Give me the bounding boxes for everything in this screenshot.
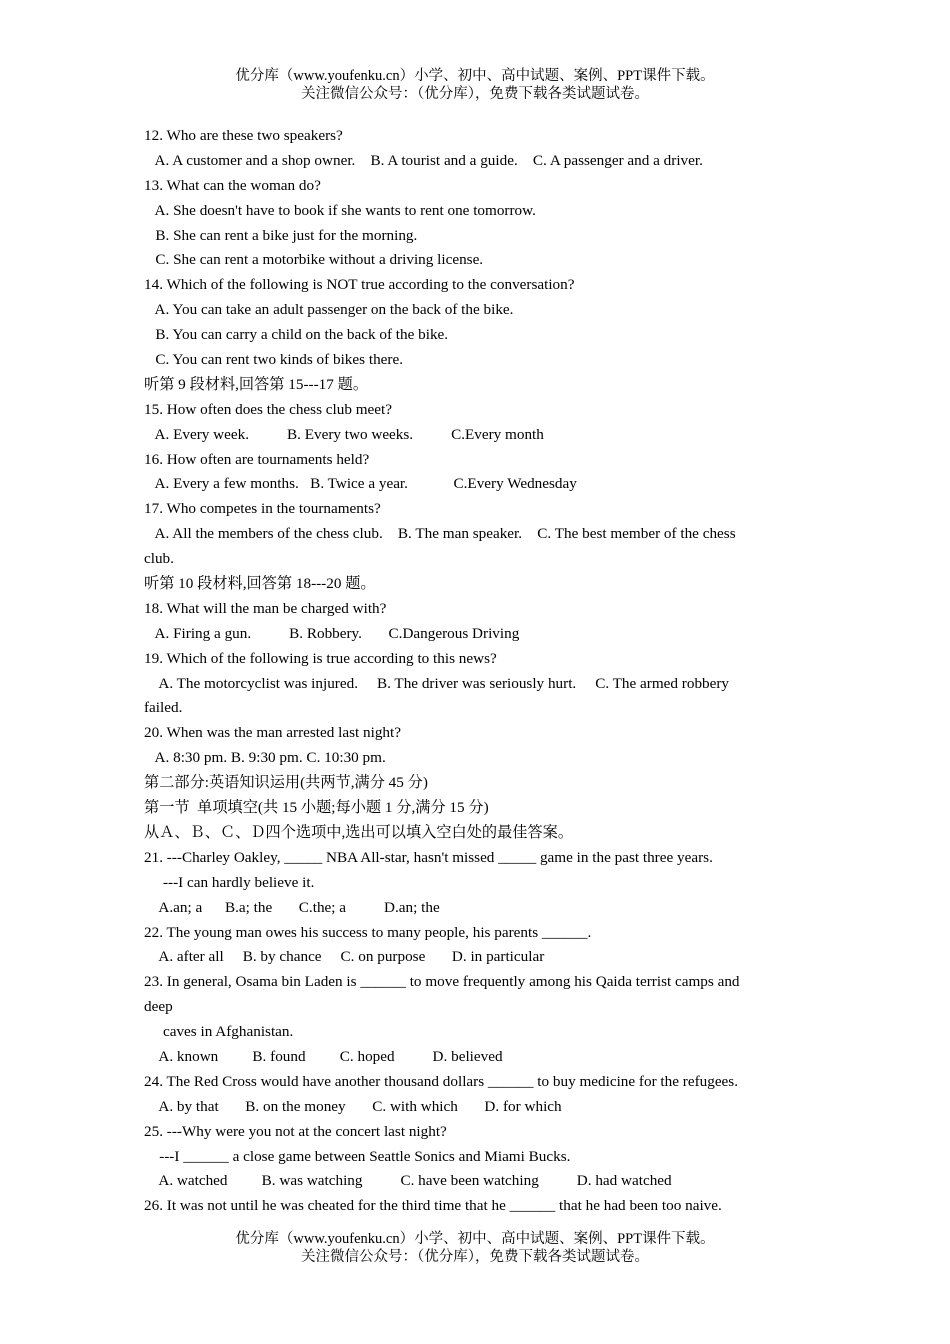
text-line: A. known B. found C. hoped D. believed <box>144 1047 503 1065</box>
text-line: C. She can rent a motorbike without a driving license. <box>144 251 484 269</box>
text-line: A. She doesn't have to book if she wants to rent one tomorrow. <box>144 201 536 219</box>
document-body <box>144 124 806 1219</box>
text-line: A. Every week. B. Every two weeks. C.Every month <box>144 425 544 443</box>
text-line: A.an; a B.a; the C.the; a D.an; the <box>144 898 440 916</box>
text-line: caves in Afghanistan. <box>144 1023 294 1041</box>
text-line: 第二部分:英语知识运用(共两节,满分 45 分) <box>144 774 428 792</box>
text-line: 12. Who are these two speakers? <box>144 127 343 144</box>
text-line: A. The motorcyclist was injured. B. The driver was seriously hurt. C. The armed robbery <box>144 674 730 692</box>
page-header <box>0 67 950 103</box>
text-line: 13. What can the woman do? <box>144 176 321 194</box>
text-line: 25. ---Why were you not at the concert last night? <box>144 1122 447 1140</box>
text-line: 18. What will the man be charged with? <box>144 599 387 617</box>
text-line: ---I ______ a close game between Seattle Sonics and Miami Bucks. <box>144 1147 571 1165</box>
text-line: 15. How often does the chess club meet? <box>144 400 392 418</box>
footer-line-2: 关注微信公众号：（优分库），免费下载各类试题试卷。 <box>301 1249 649 1265</box>
text-line: 听第 9 段材料,回答第 15---17 题。 <box>144 375 369 393</box>
text-line: 19. Which of the following is true according to this news? <box>144 649 497 667</box>
text-line: deep <box>144 998 173 1016</box>
text-line: 24. The Red Cross would have another thousand dollars ______ to buy medicine for the refugees. <box>144 1072 739 1090</box>
text-line: failed. <box>144 699 183 717</box>
text-line: A. A customer and a shop owner. B. A tourist and a guide. C. A passenger and a driver. <box>144 151 703 169</box>
text-line: 从Ａ、Ｂ、Ｃ、Ｄ四个选项中,选出可以填入空白处的最佳答案。 <box>144 823 574 841</box>
header-line-2: 关注微信公众号：（优分库），免费下载各类试题试卷。 <box>301 86 649 102</box>
text-line: A. after all B. by chance C. on purpose D. in particular <box>144 948 545 966</box>
page-footer <box>0 1230 950 1266</box>
text-line: A. Firing a gun. B. Robbery. C.Dangerous Driving <box>144 624 520 642</box>
text-line: A. by that B. on the money C. with which D. for which <box>144 1097 562 1115</box>
text-line: A. 8:30 pm. B. 9:30 pm. C. 10:30 pm. <box>144 749 386 767</box>
text-line: B. You can carry a child on the back of the bike. <box>144 326 449 344</box>
text-line: 16. How often are tournaments held? <box>144 450 370 468</box>
text-line: 第一节 单项填空(共 15 小题;每小题 1 分,满分 15 分) <box>144 799 489 817</box>
text-line: 21. ---Charley Oakley, _____ NBA All-star, hasn't missed _____ game in the past three years. <box>144 848 713 866</box>
text-line: A. watched B. was watching C. have been watching D. had watched <box>144 1172 672 1190</box>
header-line-1: 优分库（www.youfenku.cn）小学、初中、高中试题、案例、PPT课件下载。 <box>235 68 715 84</box>
text-line: 听第 10 段材料,回答第 18---20 题。 <box>144 575 376 593</box>
text-line: A. All the members of the chess club. B. The man speaker. C. The best member of the chess <box>144 525 736 543</box>
text-line: A. Every a few months. B. Twice a year. C.Every Wednesday <box>144 475 577 493</box>
text-line: 22. The young man owes his success to many people, his parents ______. <box>144 923 592 941</box>
text-line: 23. In general, Osama bin Laden is ______ to move frequently among his Qaida terrist camps and <box>144 973 740 991</box>
text-line: 17. Who competes in the tournaments? <box>144 500 381 518</box>
text-line: 14. Which of the following is NOT true according to the conversation? <box>144 276 575 294</box>
text-line: club. <box>144 550 174 568</box>
text-line: B. She can rent a bike just for the morning. <box>144 226 418 244</box>
text-line: ---I can hardly believe it. <box>144 873 315 891</box>
footer-line-1: 优分库（www.youfenku.cn）小学、初中、高中试题、案例、PPT课件下载。 <box>235 1231 715 1247</box>
text-line: 26. It was not until he was cheated for the third time that he ______ that he had been too naive. <box>144 1197 722 1215</box>
text-line: 20. When was the man arrested last night? <box>144 724 401 742</box>
text-line: A. You can take an adult passenger on the back of the bike. <box>144 301 514 319</box>
text-line: C. You can rent two kinds of bikes there. <box>144 351 404 369</box>
